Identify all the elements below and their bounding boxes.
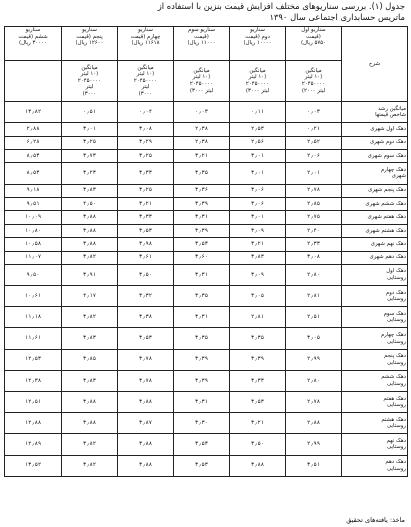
cell-value: ۳٫۳۱	[174, 264, 230, 285]
row-label-line: دهک سوم	[383, 310, 406, 317]
header-scenario-3	[174, 27, 230, 61]
header-average-line: (۱۰ لیتر	[80, 71, 99, 78]
cell-value: ۲٫۷۵	[286, 211, 342, 224]
table-row	[5, 251, 408, 264]
header-average-line: (۱۰ لیتر	[192, 74, 211, 81]
header-average-line: میانگین	[193, 67, 210, 74]
header-scenario-line: سناریو سوم	[187, 27, 216, 33]
header-average-6	[5, 61, 62, 102]
row-label-line: روستایی	[387, 359, 406, 366]
header-average-line: لیتر	[141, 84, 150, 91]
row-label-line: روستایی	[387, 444, 406, 451]
cell-value: ۳٫۰۵	[230, 286, 286, 307]
table-row	[5, 413, 408, 434]
cell-value: ۳٫۰۶	[230, 184, 286, 197]
header-scenario-line: (قیمت	[306, 33, 321, 40]
cell-value: ۱۰٫۵۸	[5, 238, 62, 251]
cell-value: ۰٫۰۴	[118, 102, 174, 123]
cell-value: ۳٫۰۹	[230, 264, 286, 285]
cell-value: ۰٫۰۳	[174, 102, 230, 123]
cell-value: ۳٫۸۳	[62, 184, 118, 197]
cell-value: ۳٫۵۳	[118, 328, 174, 349]
cell-value: ۳٫۹۱	[62, 264, 118, 285]
cell-value: ۱۱٫۰۷	[5, 251, 62, 264]
table-row	[5, 455, 408, 476]
row-label	[342, 197, 408, 210]
cell-value: ۳٫۳۹	[174, 349, 230, 370]
row-label-line: روستایی	[387, 274, 406, 281]
cell-value: ۳٫۸۸	[62, 238, 118, 251]
cell-value: ۳٫۳۹	[174, 224, 230, 237]
cell-value: ۳٫۸۳	[62, 370, 118, 391]
cell-value: ۱۲٫۳۸	[5, 370, 62, 391]
row-label	[342, 238, 408, 251]
cell-value: ۸٫۵۳	[5, 149, 62, 162]
header-average-1	[286, 61, 342, 102]
cell-value: ۳٫۸۲	[62, 307, 118, 328]
cell-value: ۳٫۵۱	[286, 455, 342, 476]
header-average-5	[62, 61, 118, 102]
cell-value: ۳٫۰۱	[230, 211, 286, 224]
cell-value: ۲٫۳۸	[174, 123, 230, 136]
table-row	[5, 392, 408, 413]
cell-value: ۲٫۳۳	[286, 238, 342, 251]
table-row	[5, 224, 408, 237]
table-row	[5, 211, 408, 224]
header-scenario-2	[230, 27, 286, 61]
header-scenario-line: ۱۱۰۰۰ ریال)	[187, 40, 216, 47]
header-scenario-line: سناریو	[250, 27, 265, 33]
cell-value: ۳٫۵۰	[118, 264, 174, 285]
row-label	[342, 328, 408, 349]
row-label-line: روستایی	[387, 338, 406, 345]
table-row	[5, 197, 408, 210]
row-label-line: دهک نهم شهری	[370, 241, 406, 247]
cell-value: ۳٫۳۱	[174, 392, 230, 413]
table-row	[5, 434, 408, 455]
header-average-line: ۳۰۰۰)	[82, 90, 97, 97]
cell-value: ۴٫۱۷	[62, 286, 118, 307]
cell-value: ۳٫۲۳	[62, 163, 118, 184]
table-row	[5, 123, 408, 136]
row-label	[342, 370, 408, 391]
cell-value: ۳٫۳۱	[174, 307, 230, 328]
scenario-table	[4, 26, 408, 477]
cell-value: ۳٫۳۲	[118, 286, 174, 307]
cell-value: ۱۲٫۵۳	[5, 349, 62, 370]
table-row	[5, 264, 408, 285]
cell-value: ۳٫۸۳	[230, 251, 286, 264]
header-scenario-line: سناریو	[25, 27, 41, 33]
cell-value: ۳٫۸۸	[62, 224, 118, 237]
cell-value: ۹٫۱۸	[5, 184, 62, 197]
row-label	[342, 455, 408, 476]
table-row	[5, 184, 408, 197]
header-average-line: لیتر ۳۰۰۰)	[189, 87, 214, 94]
cell-value: ۳٫۳۵	[174, 286, 230, 307]
cell-value: ۱۱٫۱۸	[5, 307, 62, 328]
row-label-line: دهک دوم	[385, 289, 406, 296]
cell-value: ۱۲٫۸۹	[5, 434, 62, 455]
cell-value: ۰٫۲۱	[286, 123, 342, 136]
header-average-line: (۱۰ لیتر	[136, 71, 155, 78]
cell-value: ۳٫۰۱	[230, 163, 286, 184]
row-label-line: دهک هفتم	[383, 395, 406, 402]
cell-value: ۳٫۸۸	[230, 455, 286, 476]
cell-value: ۳٫۲۱	[230, 413, 286, 434]
cell-value: ۲٫۴۰	[286, 224, 342, 237]
header-average-line: ۲۰۴۵۰۰۰۰	[245, 81, 270, 87]
cell-value: ۲٫۹۹	[286, 434, 342, 455]
row-label-line: دهک دوم شهری	[369, 139, 406, 146]
header-average-line: ۲۰۴۵۰۰۰۰	[301, 81, 326, 87]
cell-value: ۳٫۵۳	[118, 224, 174, 237]
header-scenario-line: پنجم (قیمت	[76, 33, 103, 40]
cell-value: ۰٫۵۱	[62, 102, 118, 123]
table-row	[5, 349, 408, 370]
row-label-line: شاخص قیمتها	[375, 112, 406, 119]
cell-value: ۶٫۲۸	[5, 136, 62, 149]
table-row	[5, 370, 408, 391]
cell-value: ۱۳٫۵۲	[5, 455, 62, 476]
header-average-line: میانگین	[81, 64, 98, 71]
row-label	[342, 286, 408, 307]
cell-value: ۳٫۳۹	[230, 349, 286, 370]
cell-value: ۳٫۲۱	[230, 238, 286, 251]
header-scenario-line: چهارم (قیمت	[130, 33, 161, 40]
caption-line-2: ماتریس حسابداری اجتماعی سال ۱۳۹۰	[269, 11, 405, 22]
header-scenario-line: ۵۷۵۰ ریال)	[300, 40, 327, 47]
header-average-line: ۲۰۴۵۰۰۰۰	[133, 77, 158, 84]
header-average-line: ۳۰۰۰)	[138, 90, 153, 97]
cell-value: ۳٫۸۲	[62, 455, 118, 476]
header-scenario-1	[286, 27, 342, 61]
row-label	[342, 434, 408, 455]
row-label	[342, 264, 408, 285]
cell-value: ۳٫۷۸	[118, 370, 174, 391]
row-label-line: دهک چهارم	[380, 166, 406, 173]
source-note: ماخذ: یافته‌های تحقیق	[346, 516, 405, 524]
table-row	[5, 328, 408, 349]
cell-value: ۳٫۳۳	[118, 211, 174, 224]
header-average-line: میانگین	[137, 64, 154, 71]
cell-value: ۳٫۰۱	[230, 149, 286, 162]
cell-value: ۳٫۵۰	[230, 434, 286, 455]
cell-value: ۳٫۹۸	[118, 238, 174, 251]
cell-value: ۳٫۳۵	[174, 163, 230, 184]
cell-value: ۲٫۰۱	[286, 163, 342, 184]
header-average-4	[118, 61, 174, 102]
header-average-line: لیتر	[85, 84, 94, 91]
cell-value: ۳٫۲۵	[118, 184, 174, 197]
cell-value: ۳٫۷۸	[118, 349, 174, 370]
table-row	[5, 102, 408, 123]
table-row	[5, 286, 408, 307]
row-label-line: دهک ششم	[381, 374, 406, 381]
row-label-line: دهک نهم	[386, 437, 406, 444]
row-label	[342, 102, 408, 123]
caption-line-1: جدول (۱). بررسی سناریوهای مختلف افزایش قیمت بنزین با استفاده از	[157, 1, 405, 11]
header-average-line: ۲۰۴۵۰۰۰۰	[189, 81, 214, 87]
cell-value: ۰٫۰۳	[286, 102, 342, 123]
row-label	[342, 211, 408, 224]
cell-value: ۳٫۳۱	[174, 211, 230, 224]
cell-value: ۲٫۷۸	[286, 392, 342, 413]
cell-value: ۳٫۸۸	[118, 434, 174, 455]
header-scenario-line: ۳۰۰۰۰ ریال)	[19, 40, 47, 47]
cell-value: ۴٫۵۰	[62, 197, 118, 210]
cell-value: ۲٫۵۲	[286, 136, 342, 149]
cell-value: ۳٫۸۵	[62, 349, 118, 370]
header-scenario-5	[62, 27, 118, 61]
cell-value: ۲٫۷۸	[286, 184, 342, 197]
cell-value: ۳٫۸۲	[62, 251, 118, 264]
cell-value: ۳٫۰۹	[230, 224, 286, 237]
cell-value: ۳٫۲۵	[62, 136, 118, 149]
cell-value: ۹٫۵۱	[5, 197, 62, 210]
cell-value: ۲٫۸۰	[286, 370, 342, 391]
row-label	[342, 123, 408, 136]
table-row	[5, 238, 408, 251]
cell-value: ۳٫۲۵	[118, 149, 174, 162]
cell-value: ۱۲٫۵۱	[5, 392, 62, 413]
table-body	[5, 102, 408, 477]
row-label-line: روستایی	[387, 402, 406, 409]
cell-value: ۳٫۰۱	[62, 123, 118, 136]
cell-value: ۳٫۰۸	[118, 123, 174, 136]
header-average-line: (۱۰ لیتر	[304, 74, 323, 81]
cell-value: ۳٫۵۳	[174, 455, 230, 476]
cell-value: ۱۰٫۸۰	[5, 224, 62, 237]
cell-value: ۳٫۲۹	[118, 136, 174, 149]
cell-value: ۲٫۸۵	[286, 197, 342, 210]
cell-value: ۲٫۰۶	[286, 149, 342, 162]
row-label-line: روستایی	[387, 380, 406, 387]
cell-value: ۳٫۳۵	[230, 328, 286, 349]
row-label-line: میانگین رشد	[377, 105, 406, 112]
cell-value: ۳٫۸۸	[118, 392, 174, 413]
row-label-line: دهک پنجم	[384, 353, 406, 360]
row-label	[342, 251, 408, 264]
header-corner: شرح	[342, 27, 408, 102]
cell-value: ۱۲٫۸۸	[5, 413, 62, 434]
header-average-line: لیتر ۲۰۰۰)	[301, 87, 326, 94]
row-label-line: دهک پنجم شهری	[368, 187, 406, 194]
cell-value: ۳٫۲۱	[118, 197, 174, 210]
cell-value: ۲٫۸۱	[230, 307, 286, 328]
cell-value: ۳٫۳۸	[118, 307, 174, 328]
row-label-line: دهک اول شهری	[370, 126, 406, 133]
cell-value: ۳٫۵۳	[230, 392, 286, 413]
row-label-line: روستایی	[387, 465, 406, 472]
row-label	[342, 163, 408, 184]
cell-value: ۸٫۵۳	[5, 163, 62, 184]
cell-value: ۳٫۰۸	[286, 251, 342, 264]
table-row	[5, 163, 408, 184]
header-scenario-line: دوم (قیمت	[245, 33, 270, 40]
cell-value: ۲٫۵۶	[230, 136, 286, 149]
header-scenario-6	[5, 27, 62, 61]
cell-value: ۳٫۳۵	[174, 328, 230, 349]
header-average-line: (۱۰ لیتر	[248, 74, 267, 81]
row-label	[342, 224, 408, 237]
cell-value: ۳٫۸۷	[118, 413, 174, 434]
header-row-scenarios	[5, 27, 408, 61]
header-average-line: ۲۰۴۵۰۰۰۰	[77, 77, 102, 84]
cell-value: ۳٫۸۸	[118, 455, 174, 476]
row-label-line: روستایی	[387, 296, 406, 303]
cell-value: ۱۳٫۸۲	[5, 102, 62, 123]
row-label-line: دهک هشتم شهری	[365, 227, 406, 234]
header-scenario-line: سناریو	[138, 27, 153, 33]
cell-value: ۲٫۸۰	[286, 264, 342, 285]
cell-value: ۳٫۳۶	[174, 184, 230, 197]
cell-value: ۳٫۰۵	[286, 328, 342, 349]
cell-value: ۳٫۵۳	[174, 434, 230, 455]
row-label	[342, 392, 408, 413]
cell-value: ۲٫۸۸	[286, 413, 342, 434]
row-label	[342, 413, 408, 434]
row-label	[342, 184, 408, 197]
header-scenario-line: ۱۱۶۱۸ ریال)	[131, 40, 160, 47]
cell-value: ۳٫۸۸	[62, 392, 118, 413]
cell-value: ۲٫۸۸	[5, 123, 62, 136]
row-label	[342, 307, 408, 328]
row-label	[342, 149, 408, 162]
cell-value: ۳٫۳۳	[230, 370, 286, 391]
table-caption	[10, 1, 405, 22]
header-scenario-line: ۱۲۶۰۰ ریال)	[75, 40, 104, 47]
row-label-line: دهک هفتم شهری	[367, 214, 406, 221]
cell-value: ۳٫۷۳	[62, 149, 118, 162]
header-scenario-4	[118, 27, 174, 61]
cell-value: ۳٫۵۳	[174, 238, 230, 251]
cell-value: ۲٫۸۱	[286, 286, 342, 307]
table-header	[5, 27, 408, 102]
header-average-3	[174, 61, 230, 102]
cell-value: ۳٫۸۸	[62, 413, 118, 434]
cell-value: ۳٫۸۸	[62, 211, 118, 224]
header-average-2	[230, 61, 286, 102]
cell-value: ۱۱٫۶۱	[5, 328, 62, 349]
row-label-line: دهک هشتم	[381, 416, 406, 423]
cell-value: ۰٫۱۱	[230, 102, 286, 123]
row-label-line: دهک چهارم	[380, 331, 406, 338]
row-label-line: دهک اول	[386, 268, 406, 275]
cell-value: ۳٫۸۳	[62, 328, 118, 349]
row-label	[342, 136, 408, 149]
row-label-line: روستایی	[387, 423, 406, 430]
cell-value: ۳٫۳۰	[174, 413, 230, 434]
header-scenario-line: ۱۰۰۰۰ ریال)	[243, 40, 272, 47]
header-scenario-line: ششم (قیمت	[18, 33, 48, 40]
row-label-line: دهک ششم شهری	[365, 200, 406, 207]
row-label-line: دهک دهم	[385, 459, 406, 466]
header-average-line: میانگین	[305, 67, 322, 74]
cell-value: ۳٫۸۲	[62, 434, 118, 455]
cell-value: ۲٫۹۹	[286, 349, 342, 370]
table-row	[5, 136, 408, 149]
table-row	[5, 307, 408, 328]
header-scenario-line: (قیمت	[194, 33, 209, 40]
header-scenario-line: سناریو	[82, 27, 97, 33]
row-label-line: دهک سوم شهری	[367, 152, 406, 159]
row-label-line: دهک دهم شهری	[369, 254, 406, 261]
cell-value: ۲٫۳۸	[174, 136, 230, 149]
cell-value: ۳٫۳۳	[118, 163, 174, 184]
cell-value: ۳٫۲۱	[174, 149, 230, 162]
row-label-line: شهری	[391, 173, 406, 180]
cell-value: ۳٫۶۱	[118, 251, 174, 264]
cell-value: ۲٫۵۳	[230, 123, 286, 136]
cell-value: ۳٫۳۹	[174, 197, 230, 210]
cell-value: ۳٫۰۶	[230, 197, 286, 210]
header-average-line: میانگین	[249, 67, 266, 74]
row-label	[342, 349, 408, 370]
row-label-line: روستایی	[387, 317, 406, 324]
cell-value: ۳٫۶۰	[174, 251, 230, 264]
cell-value: ۹٫۵۰	[5, 264, 62, 285]
cell-value: ۱۰٫۰۹	[5, 211, 62, 224]
cell-value: ۲٫۵۱	[286, 307, 342, 328]
header-average-line: لیتر ۳۰۰۰)	[245, 87, 270, 94]
table-row	[5, 149, 408, 162]
header-scenario-line: سناریو اول	[301, 27, 326, 33]
cell-value: ۳٫۳۹	[174, 370, 230, 391]
cell-value: ۱۰٫۶۱	[5, 286, 62, 307]
